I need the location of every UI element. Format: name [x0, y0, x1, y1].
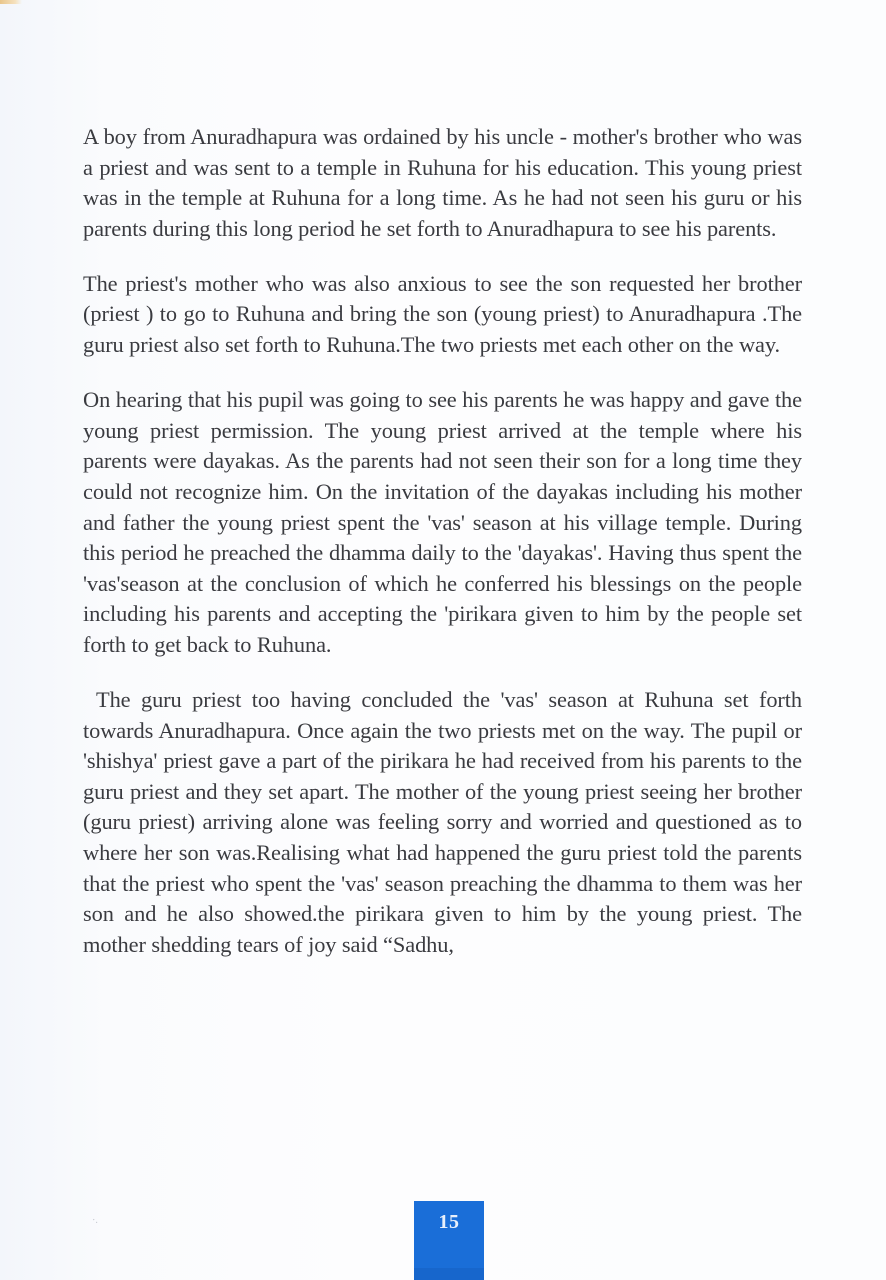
paragraph-4: The guru priest too having concluded the 'vas' season at Ruhuna set forth towards Anuradhapura. Once again the two priests met on the way. The pupil or 'shishya' priest gave a part of the pirikara he had received from his parents to the guru priest and they set apart. The mother of the young priest seeing her brother (guru priest) arriving alone was feeling sorry and worried and questioned as to where her son was.Realising what had happened the guru priest told the parents that the priest who spent the 'vas' season preaching the dhamma to them was her son and he also showed.the pirikara given to him by the young priest. The mother shedding tears of joy said “Sadhu,	[83, 687, 802, 957]
paragraph-3: On hearing that his pupil was going to see his parents he was happy and gave the young priest permission. The young priest arrived at the temple where his parents were dayakas. As the parents had not seen their son for a long time they could not recognize him. On the invitation of the dayakas including his mother and father the young priest spent the 'vas' season at his village temple. During this period he preached the dhamma daily to the 'dayakas'. Having thus spent the 'vas'season at the conclusion of which he conferred his blessings on the people including his parents and accepting the 'pirikara given to him by the people set forth to get back to Ruhuna.	[83, 387, 802, 657]
paragraph-2: The priest's mother who was also anxious to see the son requested her brother (priest ) to go to Ruhuna and bring the son (young priest) to Anuradhapura .The guru priest also set forth to Ruhuna.The two priests met each other on the way.	[83, 270, 802, 358]
page-number: 15	[438, 1211, 460, 1233]
page-corner-mark	[0, 0, 22, 4]
page-body-text	[83, 122, 802, 960]
print-smudge: ⋅.	[92, 1215, 98, 1226]
page-number-tab	[414, 1201, 484, 1280]
paragraph-1: A boy from Anuradhapura was ordained by his uncle - mother's brother who was a priest and was sent to a temple in Ruhuna for his education. This young priest was in the temple at Ruhuna for a long time. As he had not seen his guru or his parents during this long period he set forth to Anuradhapura to see his parents.	[83, 124, 802, 241]
